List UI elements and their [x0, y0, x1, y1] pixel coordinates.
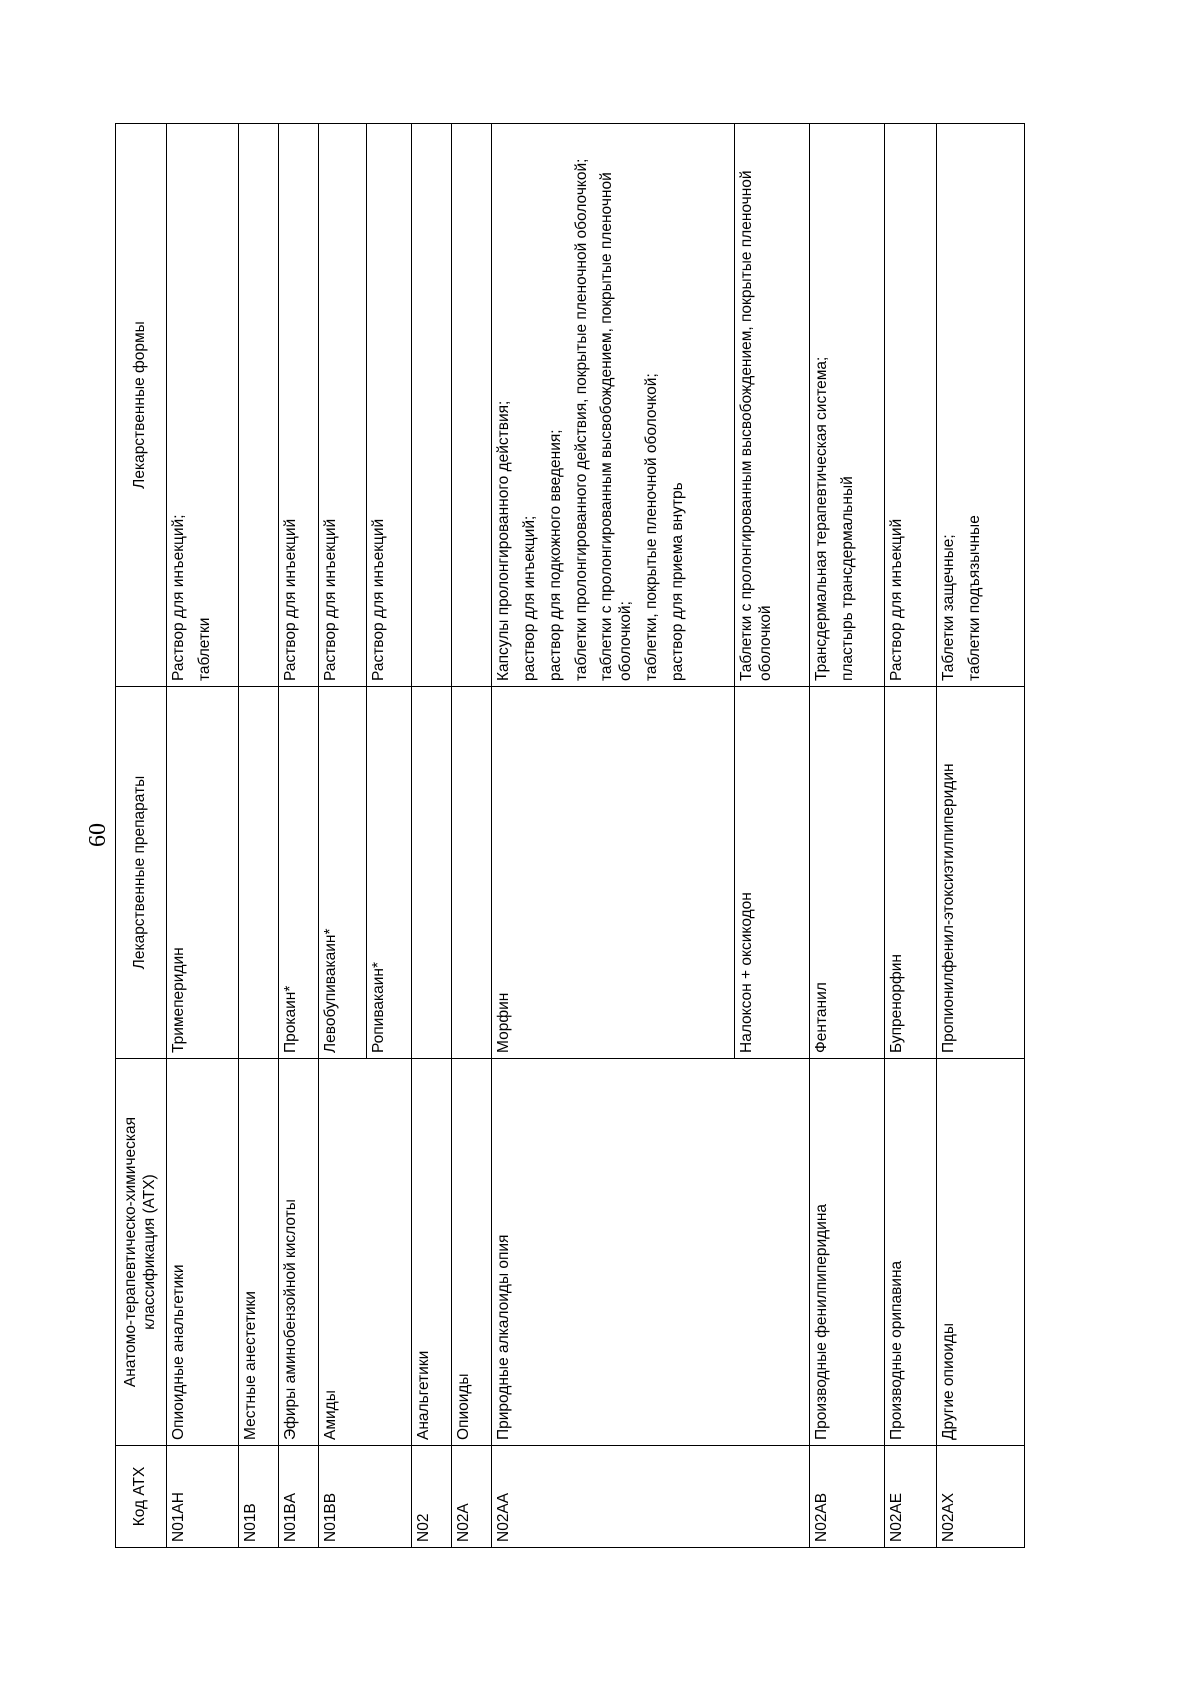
- atx-code: N02AB: [809, 1446, 884, 1548]
- atx-classification: Другие опиоиды: [936, 1059, 1024, 1446]
- dosage-form: таблетки, покрытые пленочной оболочкой;: [643, 373, 661, 681]
- dosage-forms: [936, 124, 1024, 687]
- dosage-form: пластырь трансдермальный: [838, 476, 856, 681]
- dosage-form: Раствор для инъекций: [281, 518, 299, 681]
- dosage-form: Раствор для инъекций: [369, 518, 387, 681]
- table-header-row: [116, 124, 167, 1548]
- atx-code: N02AE: [884, 1446, 936, 1548]
- drug-name: Прокаин*: [278, 687, 318, 1059]
- dosage-forms: [809, 124, 884, 687]
- dosage-forms: [366, 124, 411, 687]
- dosage-forms: [734, 124, 809, 687]
- atx-classification: Опиоиды: [451, 1059, 491, 1446]
- atx-classification: Эфиры аминобензойной кислоты: [278, 1059, 318, 1446]
- dosage-forms: [166, 124, 238, 687]
- table-row: [936, 124, 1024, 1548]
- drug-name: [411, 687, 451, 1059]
- atx-code: N01BB: [318, 1446, 411, 1548]
- drug-name: Бупренорфин: [884, 687, 936, 1059]
- dosage-form: Раствор для инъекций;: [169, 514, 187, 681]
- drug-name: Тримеперидин: [166, 687, 238, 1059]
- atx-code: N02: [411, 1446, 451, 1548]
- atx-code: N02A: [451, 1446, 491, 1548]
- table-row: [491, 124, 734, 1548]
- header-code: Код АТХ: [116, 1446, 167, 1548]
- atx-classification: Амиды: [318, 1059, 411, 1446]
- dosage-forms: [238, 124, 278, 687]
- dosage-forms: [318, 124, 366, 687]
- drug-name: Пропионилфенил-этоксиэтилпиперидин: [936, 687, 1024, 1059]
- header-drugs: Лекарственные препараты: [116, 687, 167, 1059]
- table-row: [809, 124, 884, 1548]
- dosage-forms: [411, 124, 451, 687]
- dosage-forms: [278, 124, 318, 687]
- atx-code: N02AA: [491, 1446, 809, 1548]
- dosage-form: Трансдермальная терапевтическая система;: [812, 356, 830, 681]
- table-row: [451, 124, 491, 1548]
- atx-classification: Производные орипавина: [884, 1059, 936, 1446]
- header-classification: Анатомо-терапевтическо-химическая классификация (АТХ): [116, 1059, 167, 1446]
- table-row: [238, 124, 278, 1548]
- drug-name: Фентанил: [809, 687, 884, 1059]
- dosage-form: Капсулы пролонгированного действия;: [494, 400, 512, 681]
- dosage-form: Таблетки с пролонгированным высвобождением, покрытые пленочной оболочкой: [737, 170, 774, 681]
- drug-name: [451, 687, 491, 1059]
- dosage-form: таблетки с пролонгированным высвобождением, покрытые пленочной оболочкой;: [598, 172, 635, 681]
- atx-code: N01B: [238, 1446, 278, 1548]
- dosage-forms: [491, 124, 734, 687]
- dosage-form: раствор для инъекций;: [520, 515, 538, 681]
- table-row: [884, 124, 936, 1548]
- atx-code: N01BA: [278, 1446, 318, 1548]
- drug-name: Левобупивакаин*: [318, 687, 366, 1059]
- drug-name: Ропивакаин*: [366, 687, 411, 1059]
- table-row: [166, 124, 238, 1548]
- header-forms: Лекарственные формы: [116, 124, 167, 687]
- dosage-form: таблетки: [195, 617, 213, 681]
- dosage-forms: [451, 124, 491, 687]
- table-row: [278, 124, 318, 1548]
- dosage-form: таблетки подъязычные: [965, 515, 983, 681]
- rotated-table-container: [115, 124, 1055, 1548]
- dosage-forms: [884, 124, 936, 687]
- drug-name: Морфин: [491, 687, 734, 1059]
- drug-name: Налоксон + оксикодон: [734, 687, 809, 1059]
- atx-classification: Опиоидные анальгетики: [166, 1059, 238, 1446]
- atx-table: [115, 123, 1025, 1548]
- page-number: 60: [85, 823, 111, 847]
- dosage-form: Раствор для инъекций: [887, 518, 905, 681]
- atx-code: N02AX: [936, 1446, 1024, 1548]
- drug-name: [238, 687, 278, 1059]
- atx-classification: Местные анестетики: [238, 1059, 278, 1446]
- dosage-form: Раствор для инъекций: [321, 518, 339, 681]
- dosage-form: раствор для приема внутрь: [669, 482, 687, 681]
- dosage-form: раствор для подкожного введения;: [546, 429, 564, 681]
- atx-classification: Производные фенилпиперидина: [809, 1059, 884, 1446]
- dosage-form: таблетки пролонгированного действия, покрытые пленочной оболочкой;: [572, 158, 590, 681]
- atx-classification: Природные алкалоиды опия: [491, 1059, 809, 1446]
- atx-code: N01AH: [166, 1446, 238, 1548]
- dosage-form: Таблетки защечные;: [939, 534, 957, 681]
- table-row: [318, 124, 366, 1548]
- table-row: [411, 124, 451, 1548]
- atx-classification: Анальгетики: [411, 1059, 451, 1446]
